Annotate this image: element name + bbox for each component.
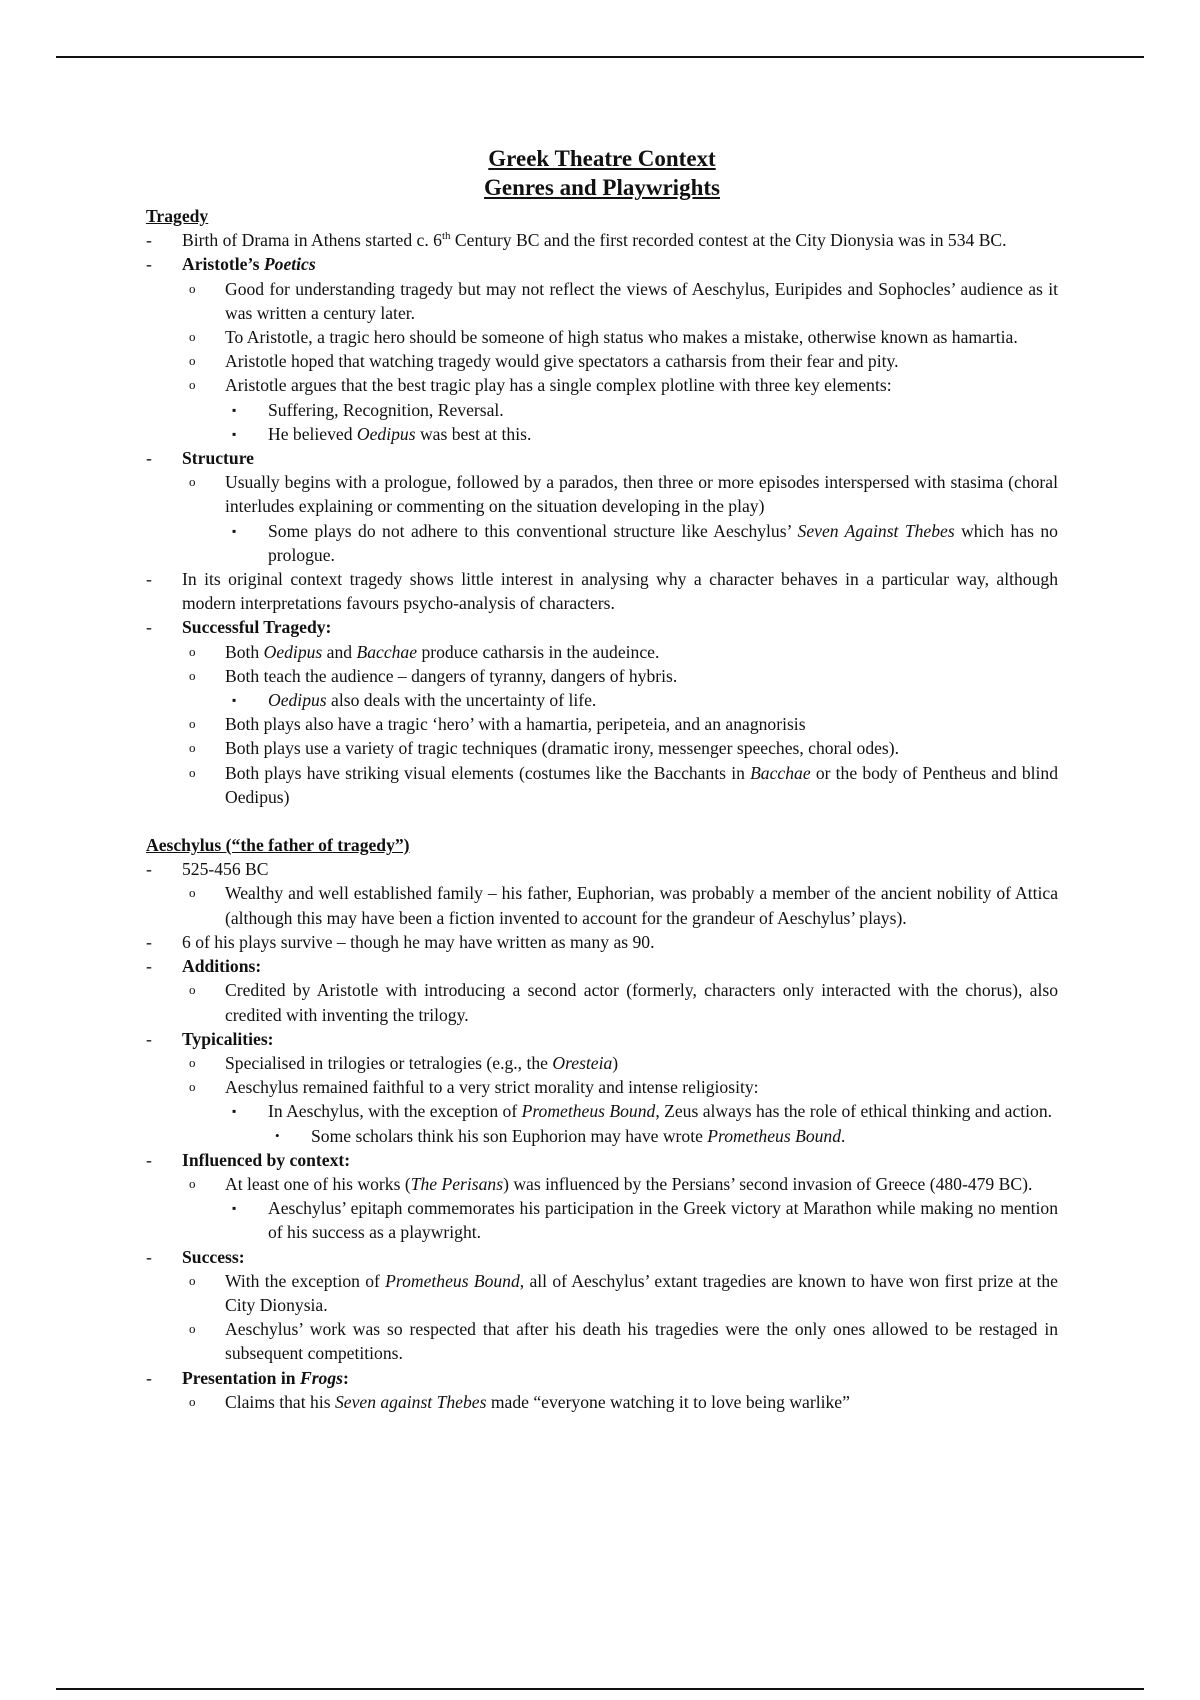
circle-bullet: o <box>189 1272 196 1288</box>
circle-bullet: o <box>189 329 196 345</box>
list-item: - Influenced by context: <box>146 1148 1058 1172</box>
list-item: o Aeschylus remained faithful to a very strict morality and intense religiosity: <box>146 1075 1058 1099</box>
square-bullet: ▪ <box>232 693 237 708</box>
circle-bullet: o <box>189 377 196 393</box>
title-block <box>146 144 1058 202</box>
page-subtitle: Genres and Playwrights <box>484 175 720 200</box>
list-item: • Some scholars think his son Euphorion may have wrote Prometheus Bound. <box>146 1124 1058 1148</box>
list-item: o Good for understanding tragedy but may not reflect the views of Aeschylus, Euripides and Sophocles’ audience as it was written a century later. <box>189 278 1058 323</box>
section-heading-tragedy: Tragedy <box>146 206 209 226</box>
list-item: o Both plays have striking visual elements (costumes like the Bacchants in Bacchae or the body of Pentheus and blind Oedipus) <box>189 762 1058 807</box>
list-item: o Both teach the audience – dangers of tyranny, dangers of hybris. <box>146 664 1058 688</box>
circle-bullet: o <box>189 885 196 901</box>
dash-bullet: - <box>146 448 152 469</box>
list-item: ▪ Oedipus also deals with the uncertainty of life. <box>146 688 1058 712</box>
list-item: ▪ He believed Oedipus was best at this. <box>146 422 1058 446</box>
top-rule <box>56 56 1144 58</box>
dash-bullet: - <box>146 1367 152 1388</box>
dash-bullet: - <box>146 230 152 251</box>
list-item: ▪ Aeschylus’ epitaph commemorates his participation in the Greek victory at Marathon while making no mention of his success as a playwright. <box>232 1198 1058 1243</box>
list-item: o Both plays also have a tragic ‘hero’ with a hamartia, peripeteia, and an anagnorisis <box>146 712 1058 736</box>
dash-bullet: - <box>146 254 152 275</box>
list-item: - 6 of his plays survive – though he may have written as many as 90. <box>146 930 1058 954</box>
list-item: - Structure <box>146 446 1058 470</box>
list-item: - Presentation in Frogs: <box>146 1366 1058 1390</box>
list-item: o To Aristotle, a tragic hero should be someone of high status who makes a mistake, otherwise known as hamartia. <box>146 325 1058 349</box>
list-item: ▪ In Aeschylus, with the exception of Prometheus Bound, Zeus always has the role of ethical thinking and action. <box>146 1099 1058 1123</box>
circle-bullet: o <box>189 1054 196 1070</box>
circle-bullet: o <box>189 474 196 490</box>
circle-bullet: o <box>189 1175 196 1191</box>
list-item: - Aristotle’s Poetics <box>146 252 1058 276</box>
circle-bullet: o <box>189 1393 196 1409</box>
square-bullet: ▪ <box>232 402 237 417</box>
dash-bullet: - <box>146 1028 152 1049</box>
section-spacer <box>146 809 1058 833</box>
list-item: - Birth of Drama in Athens started c. 6th Century BC and the first recorded contest at the City Dionysia was in 534 BC. <box>146 228 1058 252</box>
circle-bullet: o <box>189 1079 196 1095</box>
section-heading-aeschylus: Aeschylus (“the father of tragedy”) <box>146 835 410 856</box>
square-bullet: ▪ <box>232 1201 237 1216</box>
list-item: o Credited by Aristotle with introducing a second actor (formerly, characters only interacted with the chorus), also credited with inventing the trilogy. <box>189 980 1058 1025</box>
dash-bullet: - <box>146 1246 152 1267</box>
square-bullet: ▪ <box>232 523 237 538</box>
circle-bullet: o <box>189 740 196 756</box>
list-item: o Usually begins with a prologue, followed by a parados, then three or more episodes interspersed with stasima (choral interludes explaining or commenting on the situation developing in the play) <box>189 472 1058 517</box>
page-title: Greek Theatre Context <box>488 146 716 171</box>
list-item: o Claims that his Seven against Thebes made “everyone watching it to love being warlike” <box>146 1390 1058 1414</box>
list-item: - 525-456 BC <box>146 857 1058 881</box>
circle-bullet: o <box>189 764 196 780</box>
circle-bullet: o <box>189 1321 196 1337</box>
list-item: - Typicalities: <box>146 1027 1058 1051</box>
dash-bullet: - <box>146 956 152 977</box>
list-item: o Both plays use a variety of tragic techniques (dramatic irony, messenger speeches, choral odes). <box>146 736 1058 760</box>
dash-bullet: - <box>146 1149 152 1170</box>
dash-bullet: - <box>146 617 152 638</box>
dash-bullet: - <box>146 859 152 880</box>
list-item: o Aristotle hoped that watching tragedy would give spectators a catharsis from their fear and pity. <box>146 349 1058 373</box>
list-item: - Success: <box>146 1245 1058 1269</box>
list-item: o Both Oedipus and Bacchae produce catharsis in the audeince. <box>146 640 1058 664</box>
circle-bullet: o <box>189 716 196 732</box>
list-item: - Successful Tragedy: <box>146 615 1058 639</box>
dash-bullet: - <box>146 569 152 590</box>
dash-bullet: - <box>146 931 152 952</box>
list-item: - Additions: <box>146 954 1058 978</box>
bottom-rule <box>56 1688 1144 1690</box>
list-item: o Wealthy and well established family – his father, Euphorian, was probably a member of the ancient nobility of Attica (although this may have been a fiction invented to account for the grandeur of Aeschylus’ plays). <box>189 883 1058 928</box>
circle-bullet: o <box>189 667 196 683</box>
circle-bullet: o <box>189 353 196 369</box>
square-bullet: ▪ <box>232 1104 237 1119</box>
document-page <box>146 144 1058 1414</box>
list-item: o Aristotle argues that the best tragic play has a single complex plotline with three key elements: <box>146 373 1058 397</box>
list-item: ▪ Some plays do not adhere to this conventional structure like Aeschylus’ Seven Against Thebes which has no prologue. <box>232 520 1058 565</box>
square-bullet: ▪ <box>232 426 237 441</box>
list-item: o Specialised in trilogies or tetralogies (e.g., the Oresteia) <box>146 1051 1058 1075</box>
list-item: ▪ Suffering, Recognition, Reversal. <box>146 398 1058 422</box>
circle-bullet: o <box>189 982 196 998</box>
list-item: o At least one of his works (The Perisans) was influenced by the Persians’ second invasion of Greece (480-479 BC). <box>146 1172 1058 1196</box>
dot-bullet: • <box>275 1127 280 1143</box>
list-item: - In its original context tragedy shows little interest in analysing why a character behaves in a particular way, although modern interpretations favours psycho-analysis of characters. <box>146 569 1058 614</box>
circle-bullet: o <box>189 643 196 659</box>
list-item: o Aeschylus’ work was so respected that after his death his tragedies were the only ones allowed to be restaged in subsequent competitions. <box>189 1319 1058 1364</box>
list-item: o With the exception of Prometheus Bound, all of Aeschylus’ extant tragedies are known to have won first prize at the City Dionysia. <box>189 1270 1058 1315</box>
circle-bullet: o <box>189 280 196 296</box>
